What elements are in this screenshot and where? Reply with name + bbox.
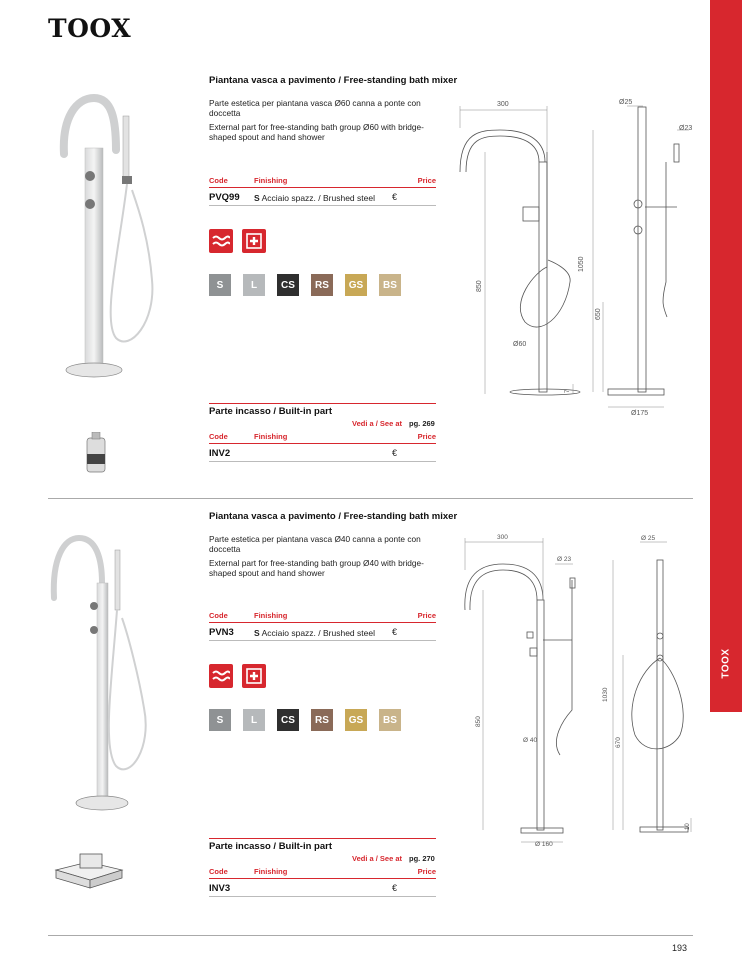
builtin-title: Parte incasso / Built-in part: [209, 406, 332, 417]
product-desc-it: Parte estetica per piantana vasca Ø60 canna a ponte con doccetta: [209, 98, 421, 118]
dim-diam-body: Ø 40: [523, 737, 538, 744]
builtin-price: €: [392, 448, 398, 458]
table-bottom-rule: [209, 640, 436, 641]
code-header: Code: [209, 867, 228, 876]
see-at-label: Vedi a / See at: [352, 854, 403, 863]
code-header: Code: [209, 176, 228, 185]
swatch-gs: GS: [345, 274, 367, 296]
dim-diam-top: Ø 25: [641, 535, 656, 542]
thermostatic-cross-icon: [242, 229, 266, 253]
waves-icon: [209, 664, 233, 688]
swatch-s: S: [209, 274, 231, 296]
finishing-header: Finishing: [254, 611, 288, 620]
price-header: Price: [417, 176, 436, 185]
builtin-code: INV2: [209, 448, 231, 459]
swatch-cs: CS: [277, 709, 299, 731]
code-header: Code: [209, 432, 228, 441]
finishing-code: S: [254, 193, 260, 203]
dim-height-mid: 650: [595, 308, 602, 320]
dim-height-side: 850: [476, 280, 483, 292]
sidebar-tab: [710, 0, 742, 712]
table-rule: [209, 878, 436, 879]
builtin-photo-inv3: [52, 848, 126, 892]
swatch-rs: RS: [311, 274, 333, 296]
product-photo-pvn3: [44, 528, 164, 818]
dim-base-height: 7: [565, 389, 571, 393]
finishing-header: Finishing: [254, 432, 288, 441]
price-value: €: [392, 192, 398, 202]
see-at-page: pg. 270: [409, 854, 435, 863]
dim-height-side: 850: [475, 716, 482, 727]
price-header: Price: [417, 432, 436, 441]
dim-height-mid: 670: [615, 737, 622, 748]
thermostatic-cross-icon: [242, 664, 266, 688]
table-bottom-rule: [209, 461, 436, 462]
dim-top-width: 300: [497, 534, 508, 541]
brand-logo: TOOX: [48, 14, 132, 43]
swatch-bs: BS: [379, 274, 401, 296]
swatch-l: L: [243, 274, 265, 296]
swatch-s: S: [209, 709, 231, 731]
swatch-gs: GS: [345, 709, 367, 731]
section-divider: [48, 498, 693, 499]
technical-drawing-pvn3: [455, 530, 705, 850]
swatch-l: L: [243, 709, 265, 731]
finishing-header: Finishing: [254, 176, 288, 185]
see-at-page: pg. 269: [409, 419, 435, 428]
code-header: Code: [209, 611, 228, 620]
dim-diam-base: Ø 160: [535, 841, 553, 848]
product-code: PVQ99: [209, 192, 240, 203]
dim-diam-shower: Ø 23: [557, 556, 572, 563]
swatch-rs: RS: [311, 709, 333, 731]
dim-diam-shower: Ø23: [679, 125, 693, 132]
builtin-top-rule: [209, 838, 436, 839]
swatch-cs: CS: [277, 274, 299, 296]
product-desc-en: External part for free-standing bath group Ø40 with bridge-shaped spout and hand shower: [209, 558, 424, 578]
product-desc-en: External part for free-standing bath group Ø60 with bridge-shaped spout and hand shower: [209, 122, 424, 142]
builtin-code: INV3: [209, 883, 231, 894]
table-bottom-rule: [209, 896, 436, 897]
builtin-photo-inv2: [82, 432, 110, 476]
finish-swatches: [209, 274, 401, 296]
table-bottom-rule: [209, 205, 436, 206]
dim-top-width: 300: [497, 101, 509, 108]
product-title: Piantana vasca a pavimento / Free-standing bath mixer: [209, 511, 458, 522]
price-header: Price: [417, 867, 436, 876]
dim-height-total: 1030: [602, 687, 609, 702]
footer-rule: [48, 935, 693, 936]
see-at-label: Vedi a / See at: [352, 419, 403, 428]
finish-swatches: [209, 709, 401, 731]
swatch-bs: BS: [379, 709, 401, 731]
builtin-price: €: [392, 883, 398, 893]
product-code: PVN3: [209, 627, 234, 638]
table-rule: [209, 187, 436, 188]
price-value: €: [392, 627, 398, 637]
table-rule: [209, 443, 436, 444]
sidebar-label: TOOX: [720, 647, 732, 679]
dim-diam-base: Ø175: [631, 410, 649, 417]
finishing-value: [254, 193, 375, 203]
dim-diam-body: Ø60: [513, 341, 527, 348]
builtin-title: Parte incasso / Built-in part: [209, 841, 332, 852]
product-photo-pvq99: [44, 90, 164, 390]
finishing-code: S: [254, 628, 260, 638]
technical-drawing-pvq99: [455, 92, 705, 422]
waves-icon: [209, 229, 233, 253]
dim-height-total: 1050: [578, 256, 585, 272]
product-desc-it: Parte estetica per piantana vasca Ø40 canna a ponte con doccetta: [209, 534, 421, 554]
table-rule: [209, 622, 436, 623]
price-header: Price: [417, 611, 436, 620]
page-number: 193: [672, 943, 688, 953]
dim-diam-top: Ø25: [619, 99, 633, 106]
dim-base-height: 10: [685, 823, 691, 830]
finishing-text: Acciaio spazz. / Brushed steel: [261, 628, 375, 638]
builtin-top-rule: [209, 403, 436, 404]
finishing-value: [254, 628, 375, 638]
finishing-text: Acciaio spazz. / Brushed steel: [261, 193, 375, 203]
product-title: Piantana vasca a pavimento / Free-standing bath mixer: [209, 75, 458, 86]
finishing-header: Finishing: [254, 867, 288, 876]
